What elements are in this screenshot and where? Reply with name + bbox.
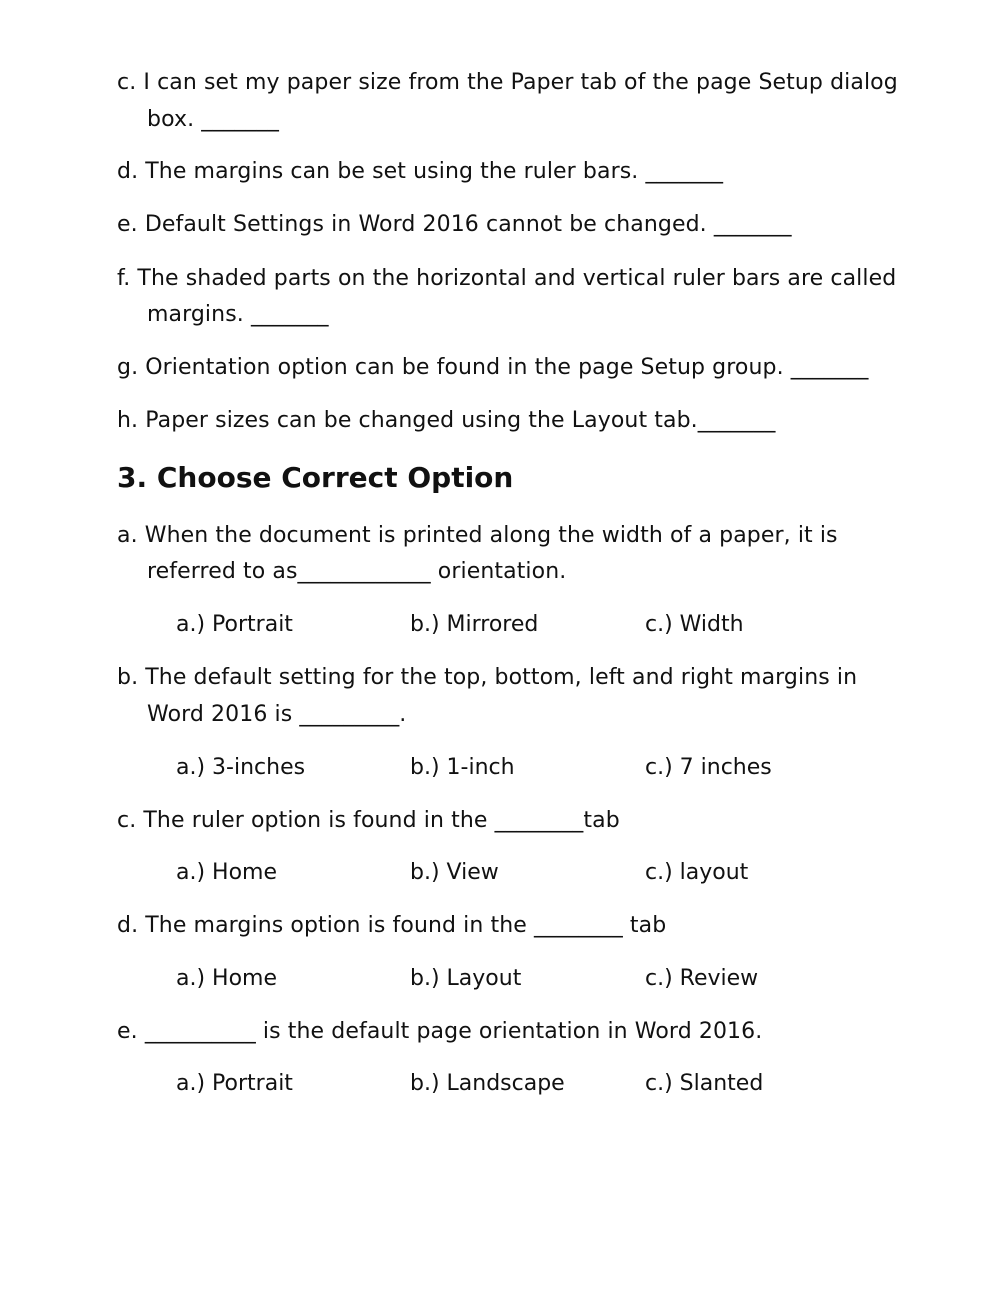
mcq-c-option-b: b.) View [410,860,499,885]
tf-item-h: h. Paper sizes can be changed using the Layout tab._______ [117,408,776,433]
mcq-b-line2: Word 2016 is _________. [147,702,407,727]
mcq-b-line1: b. The default setting for the top, bottom, left and right margins in [117,665,858,690]
tf-item-f-line2: margins. _______ [147,302,329,327]
tf-item-c-line2: box. _______ [147,107,279,132]
mcq-e-line1: e. __________ is the default page orientation in Word 2016. [117,1019,763,1044]
tf-item-f-line1: f. The shaded parts on the horizontal and vertical ruler bars are called [117,266,897,291]
mcq-c-option-c: c.) layout [645,860,749,885]
tf-item-d: d. The margins can be set using the ruler bars. _______ [117,159,724,184]
mcq-c-option-a: a.) Home [176,860,278,885]
mcq-d-option-b: b.) Layout [410,966,522,991]
mcq-e-option-c: c.) Slanted [645,1071,764,1096]
section-heading: 3. Choose Correct Option [117,461,514,494]
mcq-a-option-b: b.) Mirrored [410,612,539,637]
mcq-d-option-c: c.) Review [645,966,759,991]
mcq-e-option-b: b.) Landscape [410,1071,565,1096]
mcq-a-option-c: c.) Width [645,612,744,637]
mcq-d-line1: d. The margins option is found in the ________ tab [117,913,667,938]
tf-item-g: g. Orientation option can be found in the page Setup group. _______ [117,355,869,380]
mcq-e-option-a: a.) Portrait [176,1071,293,1096]
mcq-c-line1: c. The ruler option is found in the ________tab [117,808,620,833]
mcq-a-line1: a. When the document is printed along the width of a paper, it is [117,523,838,548]
mcq-b-option-a: a.) 3-inches [176,755,306,780]
mcq-d-option-a: a.) Home [176,966,278,991]
mcq-b-option-b: b.) 1-inch [410,755,515,780]
tf-item-e: e. Default Settings in Word 2016 cannot be changed. _______ [117,212,792,237]
mcq-b-option-c: c.) 7 inches [645,755,772,780]
tf-item-c-line1: c. I can set my paper size from the Paper tab of the page Setup dialog [117,70,898,95]
mcq-a-option-a: a.) Portrait [176,612,293,637]
mcq-a-line2: referred to as____________ orientation. [147,559,567,584]
